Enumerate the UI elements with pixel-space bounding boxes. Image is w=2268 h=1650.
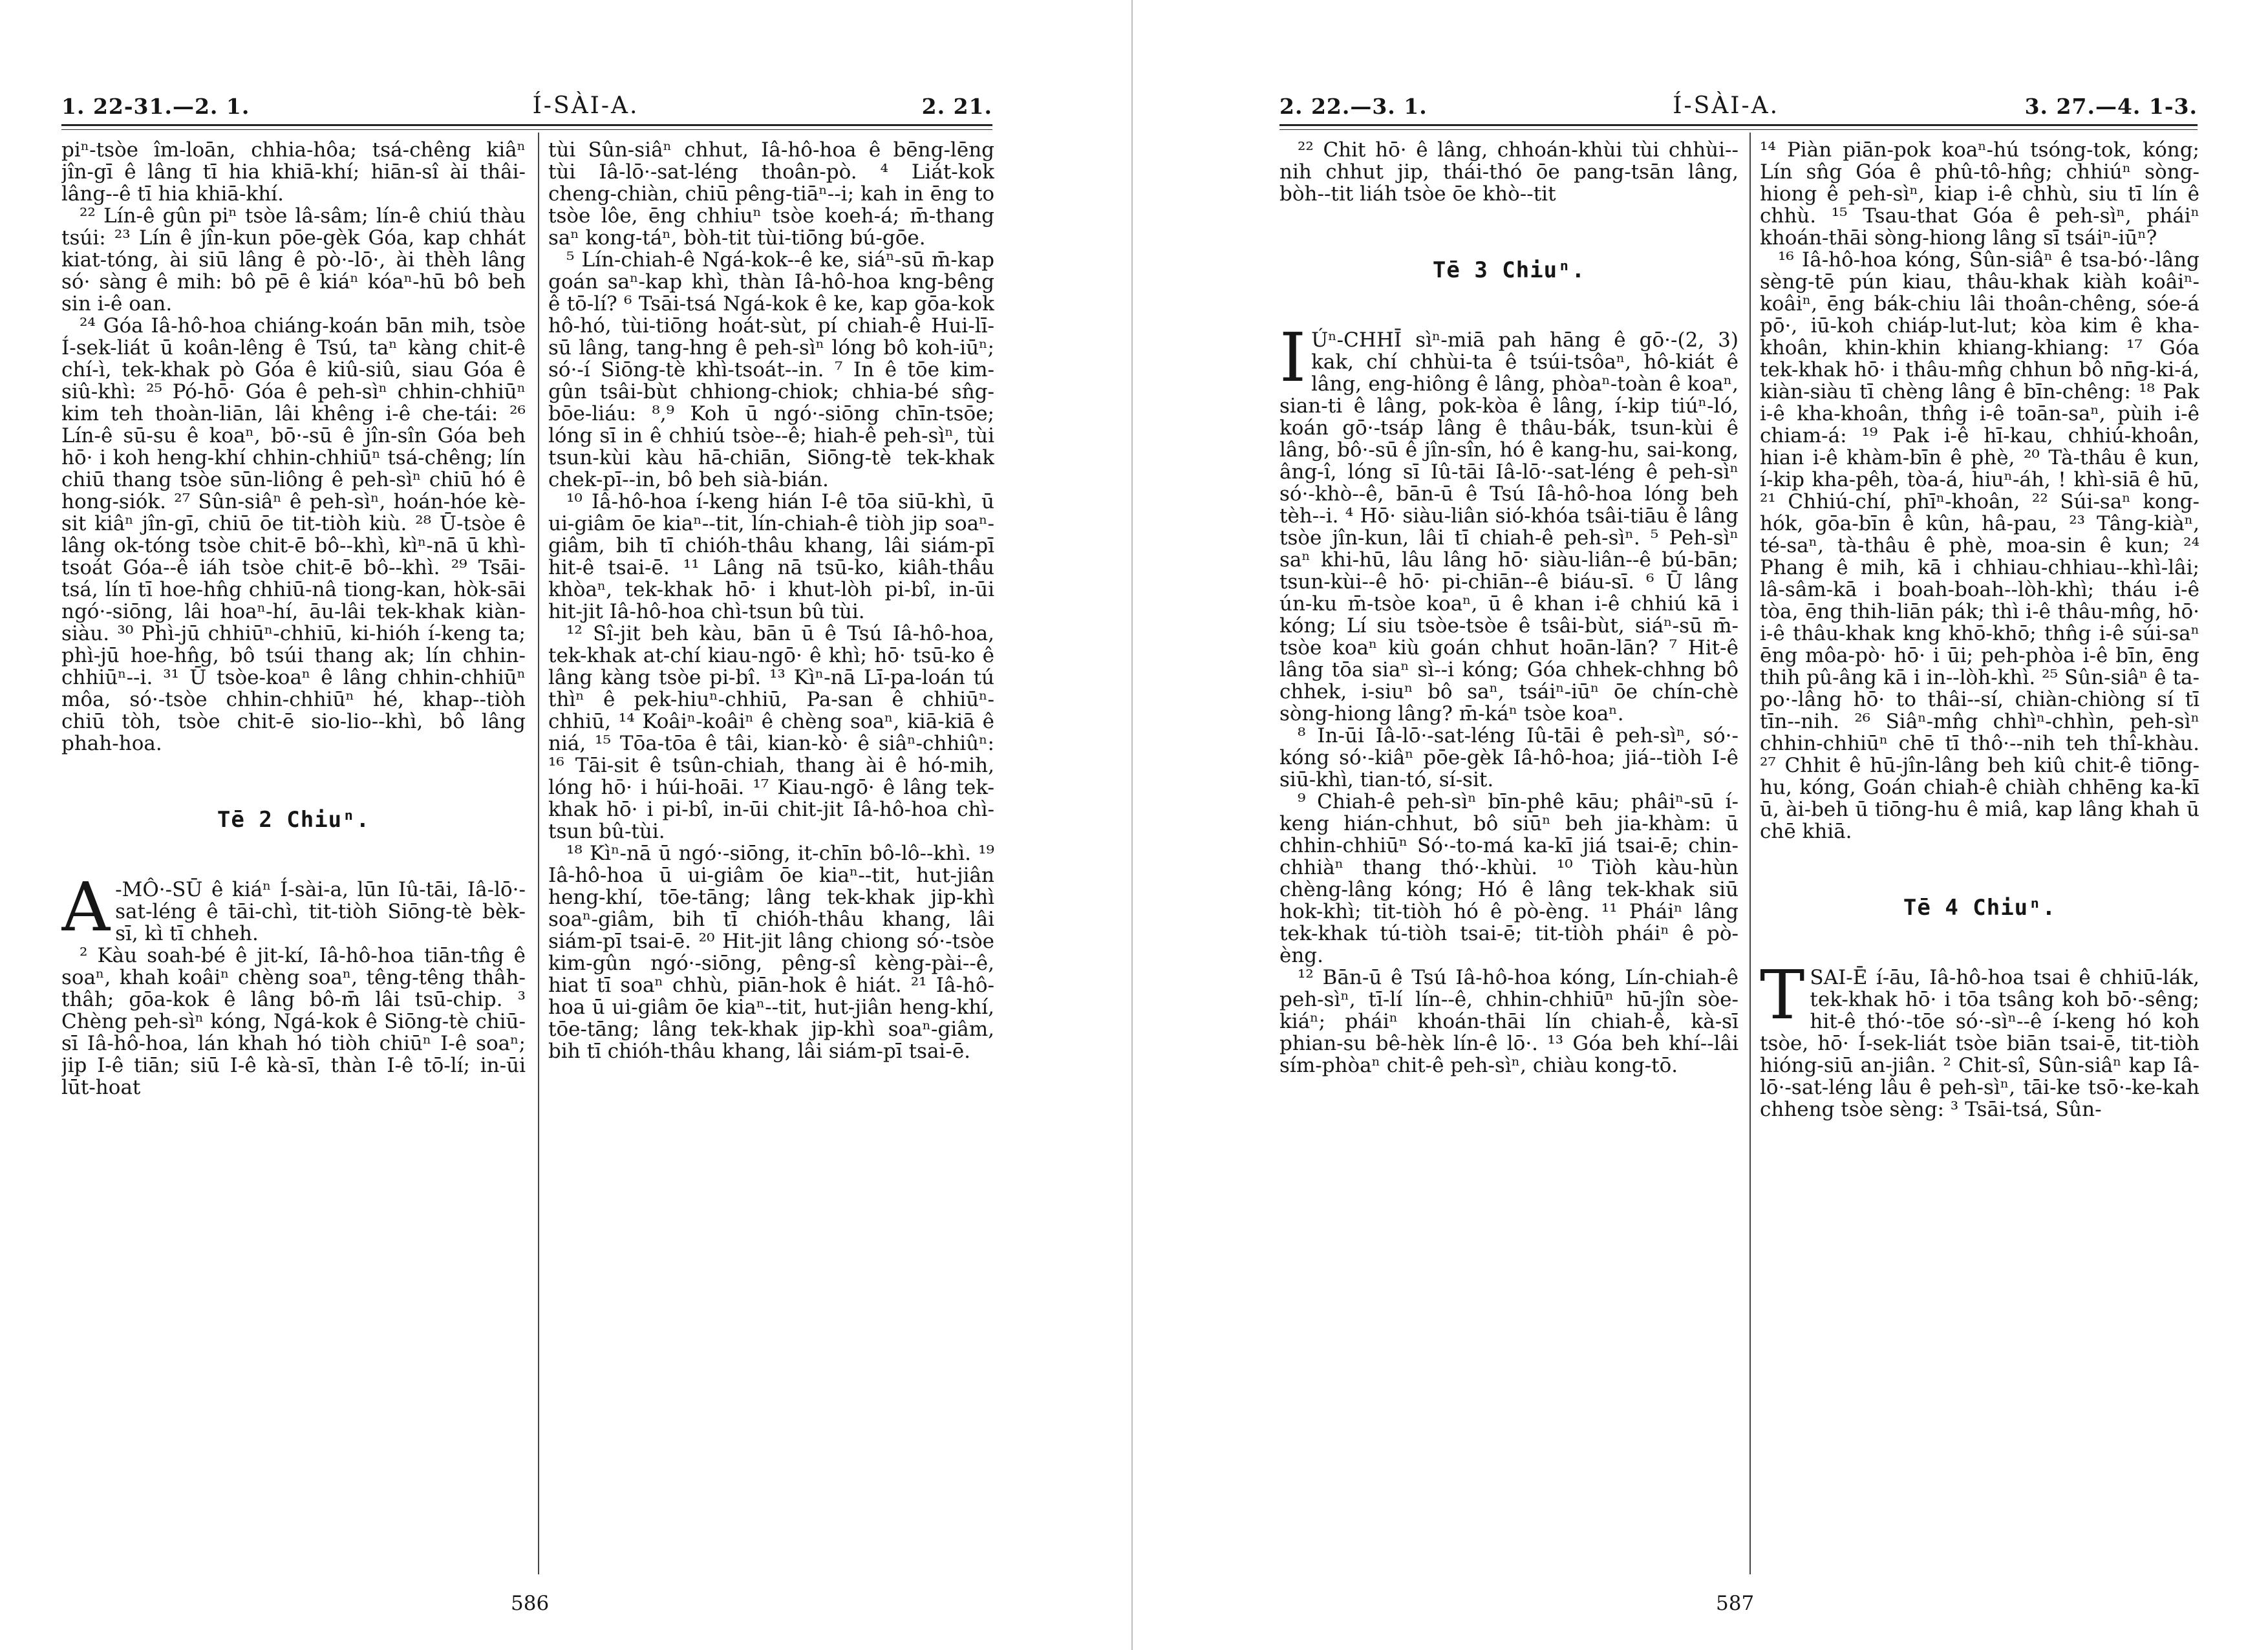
paragraph: ¹⁴ Piàn piān-pok koaⁿ-hú tsóng-tok, kóng; Lín sn̂g Góa ê phû-tô-hn̂g; chhiúⁿ sòng-hiong ê peh-sìⁿ, kiap i-ê chhù, siu tī lín ê chhù. ¹⁵ Tsau-that Góa ê peh-sìⁿ, pháiⁿ khoán-thāi sòng-hiong lâng sī tsáiⁿ-iūⁿ? xyxy=(1760,139,2199,250)
page-number: 587 xyxy=(1716,1592,1755,1615)
header-verse-end: 2. 21. xyxy=(921,94,992,119)
header-rule-thin xyxy=(61,129,992,130)
chapter-opening-text: SAI-Ē í-āu, Iâ-hô-hoa tsai ê chhiū-lák, tek-khak hō· i tōa tsâng koh bō·-sêng; hit-ê thó·-tōe só·-sìⁿ--ê í-keng hó koh tsòe, hō· Í-sek-liát tsòe biān tsai-ē, tit-tiòh hióng-siū an-jiân. ² Chit-sî, Sûn-siâⁿ kap Iâ-lō·-sat-léng lâu ê peh-sìⁿ, tāi-ke tsō·-ke-kah chheng tsòe sèng: ³ Tsāi-tsá, Sûn- xyxy=(1760,966,2199,1121)
header-book-title: Í-SÀI-A. xyxy=(1673,92,1780,119)
book-gutter xyxy=(1131,0,1133,1650)
chapter-opening-paragraph xyxy=(1760,956,2199,1121)
left-column-1 xyxy=(61,139,526,1600)
paragraph: ⁸ In-ūi Iâ-lō·-sat-léng Iû-tāi ê peh-sìⁿ, só·-kóng só·-kiâⁿ pōe-gèk Iâ-hô-hoa; jiá--tiòh I-ê siū-khì, tian-tó, sí-sit. xyxy=(1279,724,1738,791)
header-verse-end: 3. 27.—4. 1-3. xyxy=(2024,94,2198,119)
left-column-2 xyxy=(548,139,994,1600)
chapter-opening-paragraph xyxy=(61,868,526,947)
chapter-title: Tē 2 Chiuⁿ. xyxy=(217,807,370,833)
paragraph: ²⁴ Góa Iâ-hô-hoa chiáng-koán bān mih, tsòe Í-sek-liát ū koân-lêng ê Tsú, taⁿ kàng chit-ê chí-ì, tek-khak pò Góa ê kiû-siû, siau Góa ê siû-khì: ²⁵ Pó-hō· Góa ê peh-sìⁿ chhin-chhiūⁿ kim teh thoàn-liān, lâi khêng i-ê che-tái: ²⁶ Lín-ê sū-su ê koaⁿ, bō·-sū ê jîn-sîn Góa beh hō· i koh heng-khí chhin-chhiūⁿ tsá-chêng; lín chiū thang tsòe sūn-liông ê peh-sìⁿ chiū hó ê hong-siók. ²⁷ Sûn-siâⁿ ê peh-sìⁿ, hoán-hóe kè-sit kiâⁿ jîn-gī, chiū ōe tit-tiòh kiù. ²⁸ Ū-tsòe ê lâng ok-tóng tsòe chit-ē bô--khì, kìⁿ-nā ū khì-tsoát Góa--ê iáh tsòe chit-ē bô--khì. ²⁹ Tsāi-tsá, lín tī hoe-hn̂g chhiū-nâ tiong-kan, hòk-sāi ngó·-siōng, lâi hoaⁿ-hí, āu-lâi tek-khak kiàn-siàu. ³⁰ Phì-jū chhiūⁿ-chhiū, ki-hióh í-keng ta; phì-jū hoe-hn̂g, bô tsúi thang ak; lín chhin-chhiūⁿ--i. ³¹ Ū tsòe-koaⁿ ê lâng chhin-chhiūⁿ môa, só·-tsòe chhin-chhiūⁿ hé, khap--tiòh chiū tòh, tsòe chit-ē sio-lio--khì, bô lâng phah-hoa. xyxy=(61,314,526,755)
header-verse-range: 2. 22.—3. 1. xyxy=(1279,94,1428,119)
right-column-2 xyxy=(1760,139,2199,1600)
chapter-opening-paragraph xyxy=(1279,318,1738,725)
header-rule xyxy=(1279,124,2198,126)
running-head-right xyxy=(1279,84,2198,119)
right-column-1 xyxy=(1279,139,1738,1600)
drop-cap: I xyxy=(1279,318,1307,397)
drop-cap: T xyxy=(1760,956,1805,1034)
paragraph: ¹² Bān-ū ê Tsú Iâ-hô-hoa kóng, Lín-chiah-ê peh-sìⁿ, tī-lí lín--ê, chhin-chhiūⁿ hū-jîn sòe-kiáⁿ; pháiⁿ khoán-thāi lín chiah-ê, kà-sī phian-su bê-hèk lín-ê lō·. ¹³ Góa beh khí--lâi sím-phòaⁿ chit-ê peh-sìⁿ, chiàu kong-tō. xyxy=(1279,966,1738,1077)
chapter-opening-text: Úⁿ-CHHĪ sìⁿ-miā pah hāng ê gō·-(2, 3) kak, chí chhùi-ta ê tsúi-tsôaⁿ, hô-kiát ê lâng, eng-hiông ê lâng, phòaⁿ-toàn ê koaⁿ, sian-ti ê lâng, pok-kòa ê lâng, í-kip tiúⁿ-ló, koán gō·-tsáp lâng ê thâu-bák, tsun-kùi ê lâng, bô·-sū ê jîn-sîn, hó ê kang-hu, sai-kong, âng-î, lóng sī Iû-tāi Iâ-lō·-sat-léng ê peh-sìⁿ só·-khò--ê, bān-ū ê Tsú Iâ-hô-hoa lóng beh tèh--i. ⁴ Hō· siàu-liân sió-khóa tsâi-tiāu ê lâng tsòe jîn-kun, lâi tī chiah-ê peh-sìⁿ. ⁵ Peh-sìⁿ saⁿ khi-hū, lâu lâng hō· siàu-liân--ê bú-bān; tsun-kùi--ê hō· pi-chiān--ê biáu-sī. ⁶ Ū lâng ún-ku m̄-tsòe koaⁿ, ū ê khan i-ê chhiú kā i kóng; Lí siu tsòe-tsòe ê tsâi-bùt, siáⁿ-sū m̄-tsòe koaⁿ kiù goán chhut hoān-lān? ⁷ Hit-ê lâng tōa siaⁿ sì--i kóng; Góa chhek-chhng bô chhek, i-siuⁿ bô saⁿ, tsáiⁿ-iūⁿ ōe chín-chè sòng-hiong lâng? m̄-káⁿ tsòe koaⁿ. xyxy=(1279,328,1738,725)
column-divider xyxy=(538,133,539,1574)
paragraph: ¹⁸ Kìⁿ-nā ū ngó·-siōng, it-chīn bô-lô--khì. ¹⁹ Iâ-hô-hoa ū ui-giâm ōe kiaⁿ--tit, hut-jiân heng-khí, tōe-tāng; lâng tek-khak jip-khì soaⁿ-giâm, bih tī chióh-thâu khang, lâi siám-pī tsai-ē. ²⁰ Hit-jit lâng chiong só·-tsòe kim-gûn ngó·-siōng, pêng-sî kèng-pài--ê, hiat tī soaⁿ chhù, piān-hok ê hiát. ²¹ Iâ-hô-hoa ū ui-giâm ōe kiaⁿ--tit, hut-jiân heng-khí, tōe-tāng; lâng tek-khak jip-khì soaⁿ-giâm, bih tī chióh-thâu khang, lâi siám-pī tsai-ē. xyxy=(548,842,994,1063)
drop-cap: A xyxy=(61,868,111,947)
chapter-title: Tē 3 Chiuⁿ. xyxy=(1432,257,1586,283)
header-verse-range: 1. 22-31.—2. 1. xyxy=(61,94,250,119)
right-page xyxy=(1134,0,2268,1650)
paragraph: ¹⁰ Iâ-hô-hoa í-keng hián I-ê tōa siū-khì, ū ui-giâm ōe kiaⁿ--tit, lín-chiah-ê tiòh jip soaⁿ-giâm, bih tī chióh-thâu khang, lâi siám-pī hit-ê tsai-ē. ¹¹ Lâng nā tsū-ko, kiâh-thâu khòaⁿ, tek-khak hō· i khut-lòh pi-bî, in-ūi hit-jit Iâ-hô-hoa chì-tsun bû tùi. xyxy=(548,490,994,623)
header-rule-thin xyxy=(1279,129,2198,130)
paragraph: ⁵ Lín-chiah-ê Ngá-kok--ê ke, siáⁿ-sū m̄-kap goán saⁿ-kap khì, thàn Iâ-hô-hoa kng-bêng ê tō-lí? ⁶ Tsāi-tsá Ngá-kok ê ke, kap gōa-kok hô-hó, tùi-tiōng hoát-sùt, pí chiah-ê Hui-lī-sū lâng, tang-hng ê peh-sìⁿ lóng bô koh-iūⁿ; só·-í Siōng-tè khì-tsoát--in. ⁷ In ê tōe kim-gûn tsâi-bùt chhiong-chiok; chhia-bé sn̂g-bōe-liáu: ⁸,⁹ Koh ū ngó·-siōng chīn-tsōe; lóng sī in ê chhiú tsòe--ê; hiah-ê peh-sìⁿ, tùi tsun-kùi kàu hā-chiān, Siōng-tè tek-khak chek-pī--in, bô beh sià-bián. xyxy=(548,248,994,491)
paragraph: ¹² Sî-jit beh kàu, bān ū ê Tsú Iâ-hô-hoa, tek-khak at-chí kiau-ngō· ê khì; hō· tsū-ko ê lâng kàng tsòe pi-bî. ¹³ Kìⁿ-nā Lī-pa-loán tú thìⁿ ê pek-hiuⁿ-chhiū, Pa-san ê chhiūⁿ-chhiū, ¹⁴ Koâiⁿ-koâiⁿ ê chèng soaⁿ, kiā-kiā ê niá, ¹⁵ Tōa-tōa ê tâi, kian-kò· ê siâⁿ-chhiûⁿ: ¹⁶ Tāi-sit ê tsûn-chiah, thang ài ê hó-mih, lóng hō· i húi-hoāi. ¹⁷ Kiau-ngō· ê lâng tek-khak hō· i pi-bî, in-ūi chit-jit Iâ-hô-hoa chì-tsun bû-tùi. xyxy=(548,622,994,843)
paragraph: ² Kàu soah-bé ê jit-kí, Iâ-hô-hoa tiān-tn̂g ê soaⁿ, khah koâiⁿ chèng soaⁿ, têng-têng thâh-thâh; gōa-kok ê lâng bô-m̄ lâi tsū-chip. ³ Chèng peh-sìⁿ kóng, Ngá-kok ê Siōng-tè chiū-sī Iâ-hô-hoa, lán khah hó tiòh chiūⁿ I-ê soaⁿ; jip I-ê tiān; siū I-ê kà-sī, thàn I-ê tō-lí; in-ūi lūt-hoat xyxy=(61,944,526,1099)
chapter-title: Tē 4 Chiuⁿ. xyxy=(1903,895,2057,921)
header-book-title: Í-SÀI-A. xyxy=(532,92,639,119)
page-number: 586 xyxy=(511,1592,550,1615)
paragraph: tùi Sûn-siâⁿ chhut, Iâ-hô-hoa ê bēng-lēng tùi Iâ-lō·-sat-léng thoân-pò. ⁴ Liát-kok cheng-chiàn, chiū pêng-tiāⁿ--i; kah in ēng to tsòe lôe, ēng chhiuⁿ tsòe koeh-á; m̄-thang saⁿ kong-táⁿ, bòh-tit tùi-tiōng bú-gōe. xyxy=(548,139,994,250)
paragraph: piⁿ-tsòe îm-loān, chhia-hôa; tsá-chêng kiâⁿ jîn-gī ê lâng tī hia khiā-khí; hiān-sî ài thâi-lâng--ê tī hia khiā-khí. xyxy=(61,139,526,206)
paragraph: ²² Lín-ê gûn piⁿ tsòe lâ-sâm; lín-ê chiú thàu tsúi: ²³ Lín ê jîn-kun pōe-gèk Góa, kap chhát kiat-tóng, ài siū lâng ê pò·-lō·, ài thèh lâng só· sàng ê mih: bô pē ê kiáⁿ kóaⁿ-hū bô beh sin i-ê oan. xyxy=(61,204,526,316)
paragraph: ⁹ Chiah-ê peh-sìⁿ bīn-phê kāu; phâiⁿ-sū í-keng hián-chhut, bô siūⁿ beh jia-khàm: ū chhin-chhiūⁿ Só·-to-má ka-kī jiá tsai-ē; chin-chhiàⁿ thang thó·-khùi. ¹⁰ Tiòh kàu-hùn chèng-lâng kóng; Hó ê lâng tek-khak siū hok-khì; tit-tiòh hó ê pò-èng. ¹¹ Pháiⁿ lâng tek-khak tú-tiòh tsai-ē; tit-tiòh pháiⁿ ê pò-èng. xyxy=(1279,790,1738,967)
paragraph: ²² Chit hō· ê lâng, chhoán-khùi tùi chhùi--nih chhut jip, thái-thó ōe pang-tsān lâng, bòh--tit liáh tsòe ōe khò--tit xyxy=(1279,139,1738,206)
header-rule xyxy=(61,124,992,126)
column-divider xyxy=(1749,133,1751,1574)
running-head-left xyxy=(61,84,992,119)
paragraph: ¹⁶ Iâ-hô-hoa kóng, Sûn-siâⁿ ê tsa-bó·-lâng sèng-tē pún kiau, thâu-khak kiàh koâiⁿ-koâiⁿ, ēng bák-chiu lâi thoân-chêng, sóe-á pō·, iū-koh chiáp-lut-lut; kòa kim ê kha-khoân, khin-khin khiang-khiang: ¹⁷ Góa tek-khak hō· i thâu-mn̂g chhun bô nn̄g-ki-á, kiàn-siàu tī chèng lâng ê bīn-chêng: ¹⁸ Pak i-ê kha-khoân, thn̂g i-ê toān-saⁿ, pùih i-ê chiam-á: ¹⁹ Pak i-ê hī-kau, chhiú-khoân, hian i-ê khàm-bīn ê phè, ²⁰ Tà-thâu ê kun, í-kip kha-pêh, tòa-á, hiuⁿ-áh, ! khì-siā ê hū, ²¹ Chhiú-chí, phīⁿ-khoân, ²² Súi-saⁿ kong-hók, gōa-bīn ê kûn, hâ-pau, ²³ Tâng-kiàⁿ, té-saⁿ, tà-thâu ê phè, moa-sin ê kun; ²⁴ Phang ê mih, kā i chhiau-chhiau--khì-lâi; lâ-sâm-kā i boah-boah--lòh-khì; tháu i-ê tòa, ēng thih-liān pák; thì i-ê thâu-mn̂g, hō· i-ê thâu-khak kng khō-khō; thn̂g i-ê súi-saⁿ ēng môa-pò· hō· i ūi; peh-phòa i-ê bīn, ēng thih pû-âng kā i in--lòh-khì. ²⁵ Sûn-siâⁿ ê ta-po·-lâng hō· to thâi--sí, chiàn-chiòng sí tī tīn--nih. ²⁶ Siâⁿ-mn̂g chhìⁿ-chhìn, peh-sìⁿ chhin-chhiūⁿ chē tī thô·--nih teh thî-khàu. ²⁷ Chhit ê hū-jîn-lâng beh kiû chit-ê tiōng-hu, kóng, Goán chiah-ê chiàh chhēng ka-kī ū, ài-beh ū tiōng-hu ê miâ, kap lâng khah ū chē khiā. xyxy=(1760,248,2199,843)
chapter-opening-text: -MÔ·-SŪ ê kiáⁿ Í-sài-a, lūn Iû-tāi, Iâ-lō·-sat-léng ê tāi-chì, tit-tiòh Siōng-tè bèk-sī, kì tī chheh. xyxy=(115,878,526,945)
